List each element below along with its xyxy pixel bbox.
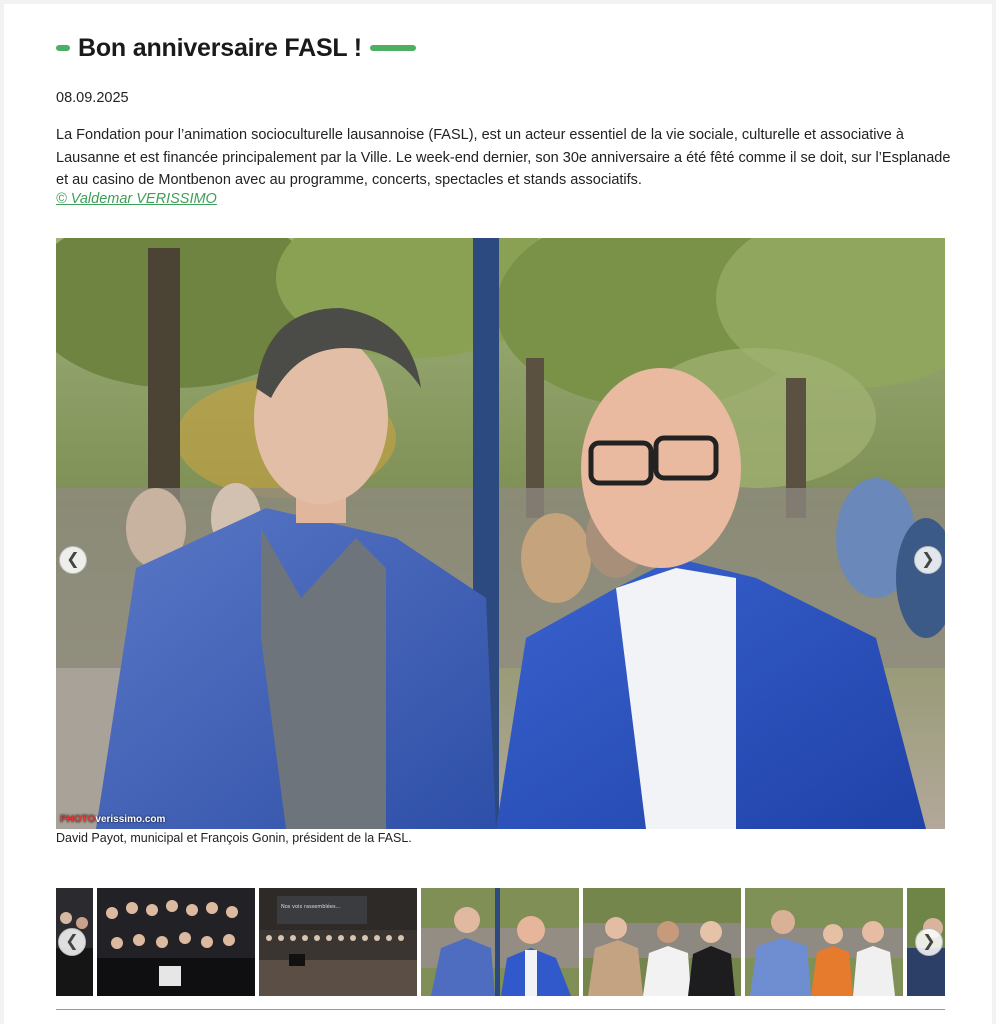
thumbnail[interactable] — [259, 888, 417, 996]
photo-credit-link[interactable]: © Valdemar VERISSIMO — [56, 191, 217, 207]
article-description: La Fondation pour l’animation socioculturelle lausannoise (FASL), est un acteur essentiel de la vie sociale, culturelle et associative à Lausanne et est financée principalement par la Ville. Le week-end dernier, son 30e anniversaire a été fêté comme il se doit, sur l’Esplanade et au casino de Montbenon avec au programme, concerts, spectacles et stands associatifs. — [56, 127, 951, 188]
thumbnail-prev-button[interactable] — [58, 928, 86, 956]
thumbnail-screen-text: Nos voix rassemblées... — [281, 904, 341, 910]
watermark-red: PHOTO — [60, 814, 96, 825]
title-decoration-right — [370, 45, 416, 51]
photo-caption: David Payot, municipal et François Gonin, président de la FASL. — [56, 831, 412, 845]
main-prev-button[interactable] — [59, 546, 87, 574]
photo-watermark — [60, 814, 165, 825]
article-page — [4, 4, 992, 1024]
thumbnail[interactable] — [421, 888, 579, 996]
thumbnail-strip — [56, 888, 945, 996]
title-decoration-left — [56, 45, 70, 51]
chevron-left-icon: ❮ — [66, 551, 80, 568]
main-next-button[interactable] — [914, 546, 942, 574]
chevron-right-icon: ❯ — [922, 933, 936, 950]
main-photo-image — [56, 238, 945, 829]
thumbnail-next-button[interactable] — [915, 928, 943, 956]
divider — [56, 1009, 945, 1010]
title-row — [56, 32, 416, 64]
thumbnail[interactable] — [745, 888, 903, 996]
main-photo — [56, 238, 945, 829]
chevron-right-icon: ❯ — [921, 551, 935, 568]
thumbnail[interactable] — [97, 888, 255, 996]
thumbnail[interactable] — [583, 888, 741, 996]
chevron-left-icon: ❮ — [65, 933, 79, 950]
watermark-rest: verissimo.com — [95, 814, 166, 825]
article-date: 08.09.2025 — [56, 90, 129, 106]
page-title: Bon anniversaire FASL ! — [78, 33, 362, 62]
